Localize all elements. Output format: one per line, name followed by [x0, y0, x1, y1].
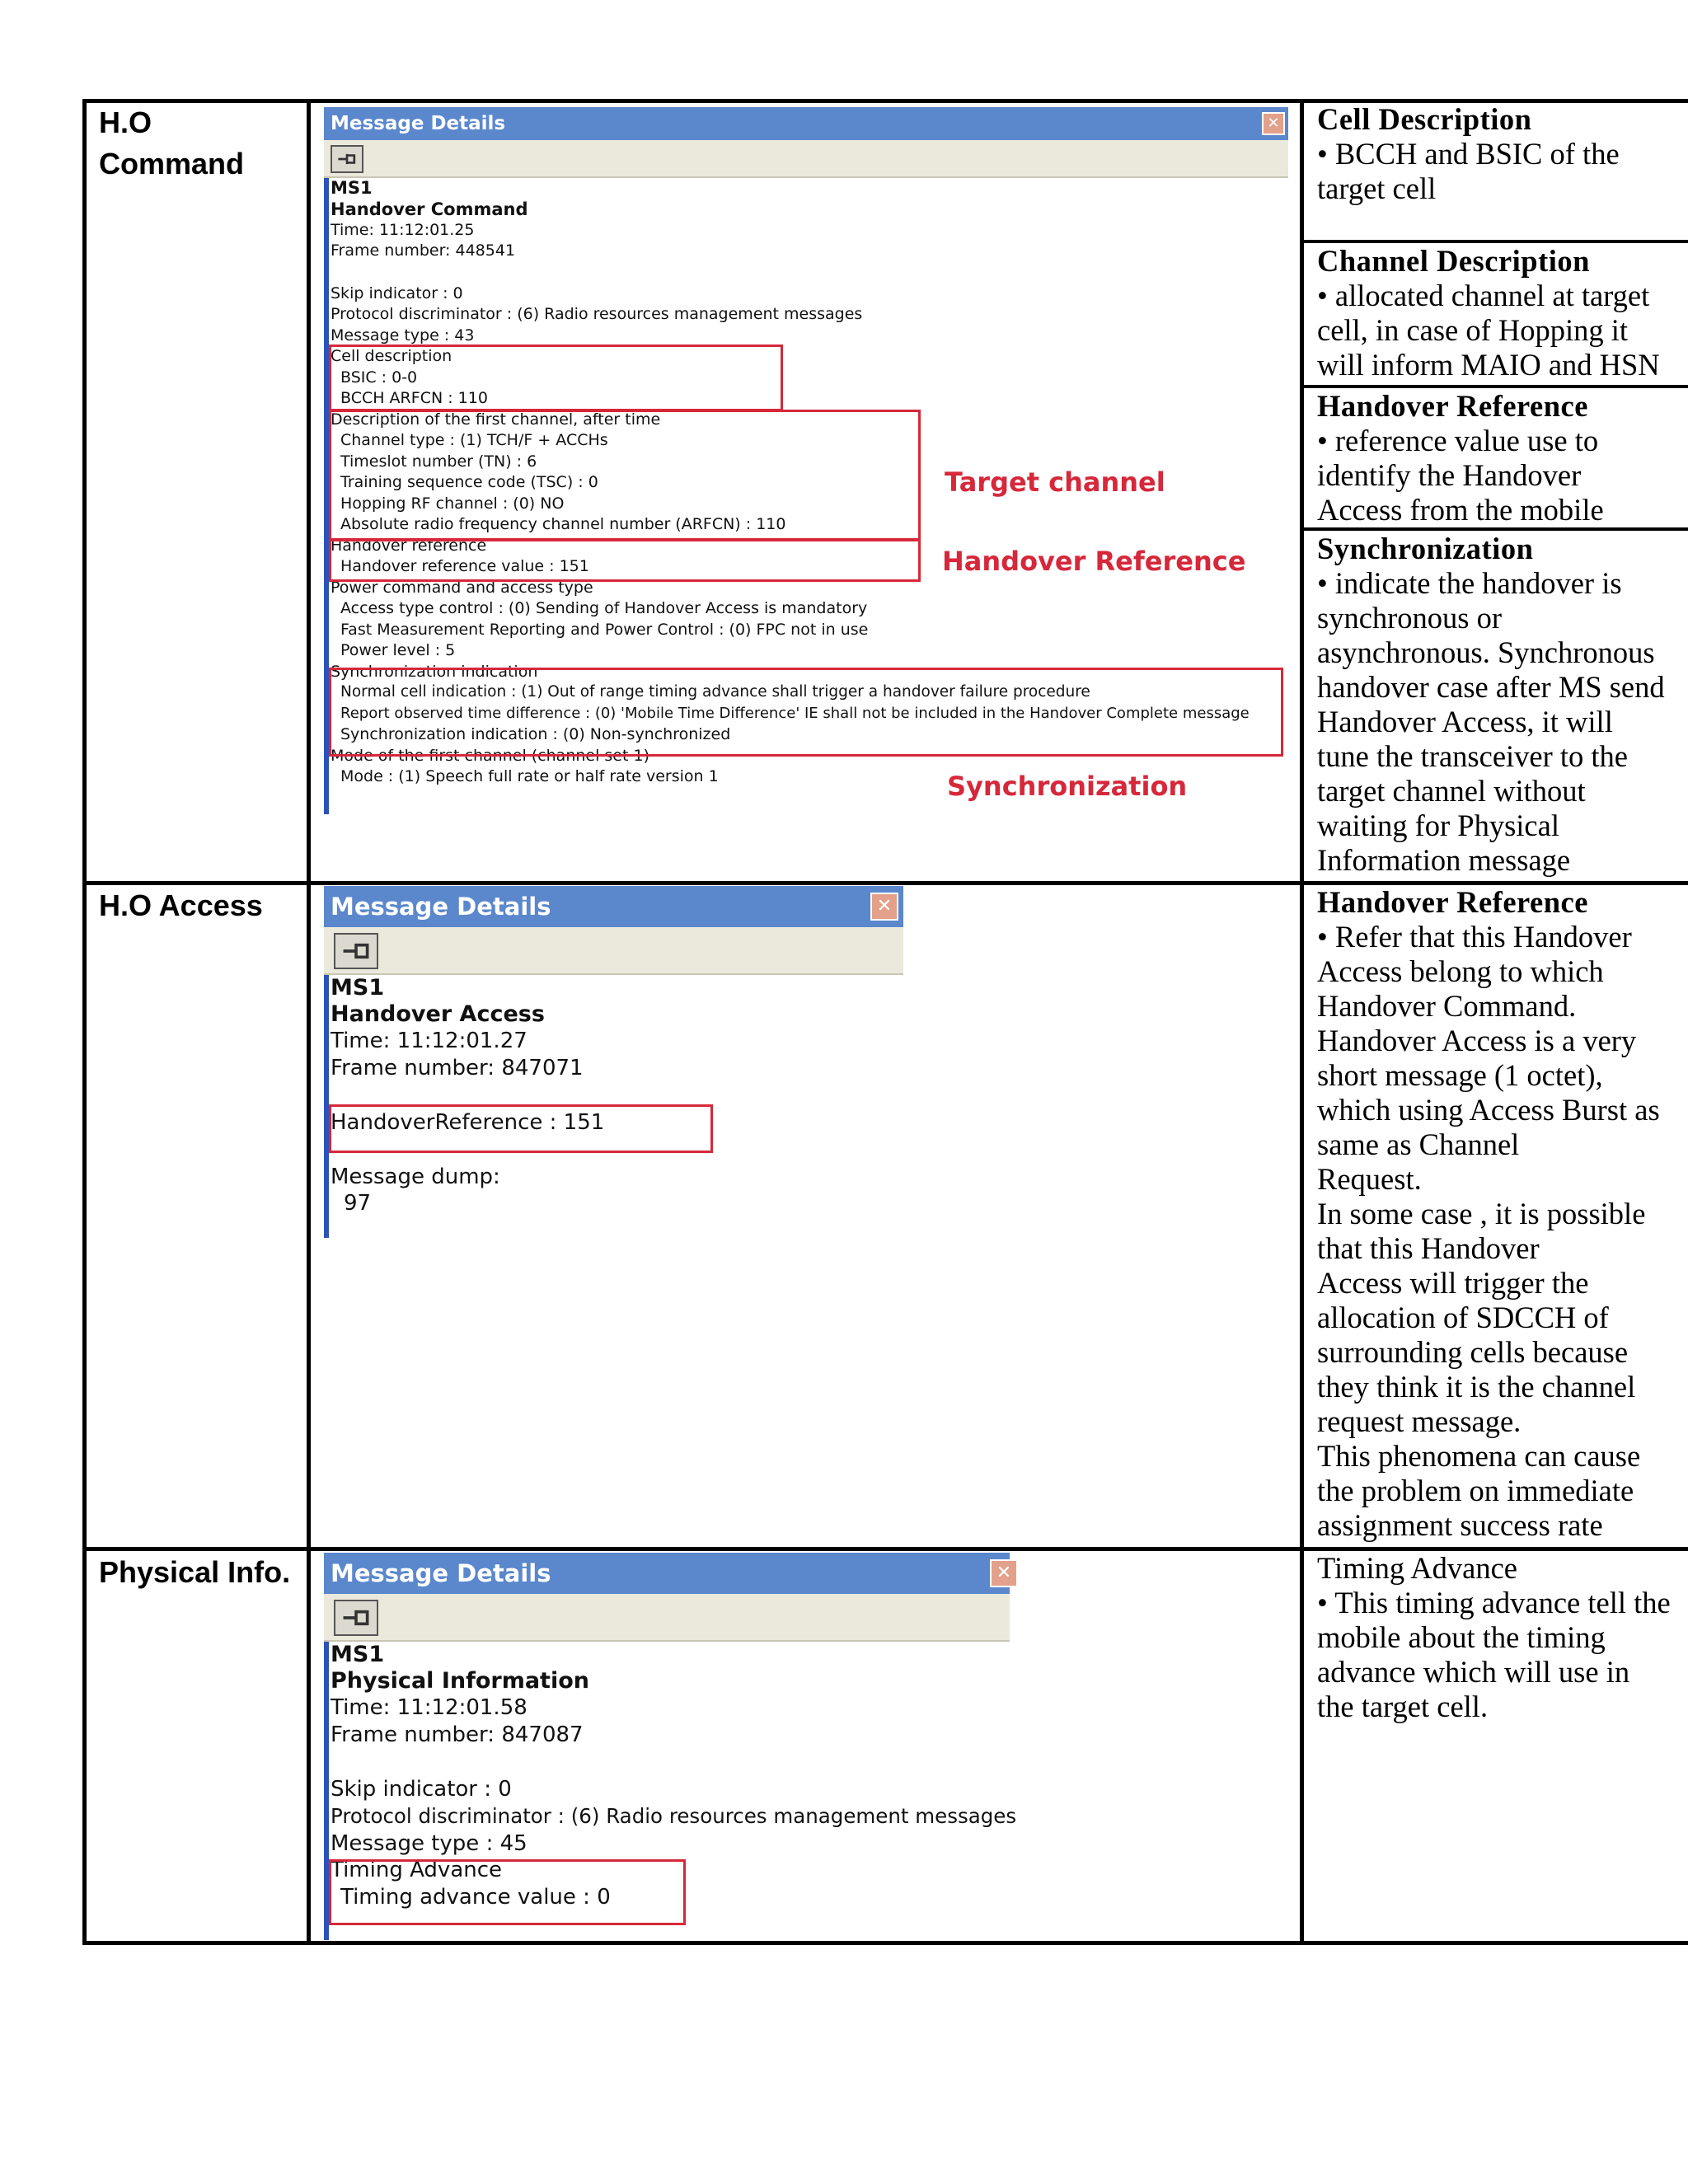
- row-label-ho-access: [99, 885, 263, 926]
- annotation-handover-reference: Handover Reference: [942, 546, 1246, 577]
- pin-icon[interactable]: [331, 145, 363, 173]
- msg-line: Mode : (1) Speech full rate or half rate version 1: [340, 767, 719, 785]
- msg-line: BSIC : 0-0: [340, 368, 418, 387]
- msg-line: Skip indicator : 0: [331, 284, 463, 302]
- msg-line: Normal cell indication : (1) Out of range timing advance shall trigger a handover failure procedure: [340, 683, 1090, 701]
- desc-body: • Refer that this Handover Access belong to which Handover Command. Handover Access is a very short message (1 octet), which using Access Burst as same as Channel Request. In some case , it is possible that this Handover Access will trigger the allocation of SDCCH of surrounding cells because they think it is the channel request message. This phenomena can cause the problem on immediate assignment success rate: [1317, 920, 1660, 1542]
- msg-line: Fast Measurement Reporting and Power Control : (0) FPC not in use: [340, 621, 869, 639]
- table-border-left: [82, 99, 87, 1945]
- msg-line: MS1: [331, 178, 373, 198]
- msg-line: Hopping RF channel : (0) NO: [340, 494, 565, 513]
- msg-line: Cell description: [331, 347, 452, 365]
- window-title: Message Details: [331, 113, 506, 134]
- msg-line: Channel type : (1) TCH/F + ACCHs: [340, 431, 608, 449]
- msg-line: HandoverReference : 151: [331, 1110, 605, 1135]
- window-toolbar: [324, 927, 903, 975]
- msg-line: Handover reference: [331, 537, 487, 555]
- row-label-line: Command: [99, 147, 245, 180]
- close-icon[interactable]: ✕: [990, 1559, 1018, 1587]
- window-title-bar: [324, 886, 903, 927]
- msg-line: Time: 11:12:01.58: [331, 1695, 528, 1720]
- msg-line: Time: 11:12:01.27: [331, 1029, 528, 1053]
- table-border-col1: [307, 99, 311, 1945]
- msg-line: MS1: [331, 1642, 385, 1667]
- msg-line: Timing Advance: [331, 1858, 503, 1882]
- desc-heading: Timing Advance: [1317, 1551, 1518, 1585]
- desc-timing-advance: [1317, 1551, 1685, 1724]
- highlight-handover-reference: [329, 1104, 713, 1153]
- msg-line: Mode of the first channel (channel set 1): [331, 747, 649, 765]
- msg-line: Message type : 45: [331, 1831, 528, 1856]
- msg-line: Power command and access type: [331, 579, 593, 597]
- window-toolbar: [324, 140, 1288, 178]
- msg-line: Report observed time difference : (0) 'Mobile Time Difference' IE shall not be included in the Handover Complete message: [340, 705, 1250, 722]
- desc-heading: Channel Description: [1317, 244, 1590, 278]
- desc-ho-access-reference: [1317, 885, 1685, 1543]
- close-icon[interactable]: ✕: [870, 893, 898, 921]
- highlight-target-channel: [329, 410, 921, 541]
- desc-divider-1: [1300, 240, 1688, 243]
- msg-line: Synchronization indication: [331, 663, 538, 681]
- desc-heading: Synchronization: [1317, 532, 1534, 565]
- msg-line: Handover Access: [331, 1001, 545, 1027]
- msg-line: Frame number: 847087: [331, 1722, 584, 1747]
- message-details-window-physical-info: [324, 1553, 1017, 1940]
- msg-line: Timeslot number (TN) : 6: [340, 452, 537, 471]
- msg-line: Training sequence code (TSC) : 0: [340, 473, 598, 491]
- desc-divider-2: [1300, 385, 1688, 388]
- row-label-physical-info: [99, 1552, 290, 1593]
- window-title-bar: [324, 107, 1288, 140]
- msg-line: Time: 11:12:01.25: [331, 221, 475, 239]
- msg-line: MS1: [331, 975, 385, 1001]
- row-label-ho-command: [99, 102, 244, 185]
- pin-icon[interactable]: [334, 933, 378, 969]
- msg-line: Frame number: 448541: [331, 241, 516, 260]
- desc-body: • BCCH and BSIC of the target cell: [1317, 137, 1620, 205]
- msg-line: Frame number: 847071: [331, 1056, 584, 1080]
- msg-line: Protocol discriminator : (6) Radio resources management messages: [331, 305, 863, 323]
- highlight-timing-advance: [329, 1859, 686, 1925]
- highlight-handover-reference: [329, 539, 921, 582]
- desc-handover-reference: [1317, 389, 1685, 527]
- desc-body: • indicate the handover is synchronous or asynchronous. Synchronous handover case after MS send Handover Access, it will tune the transceiver to the target channel without waiting for Physical Information message: [1317, 566, 1665, 877]
- message-details-window-ho-command: [324, 107, 1288, 814]
- msg-line: Message dump:: [331, 1165, 500, 1189]
- msg-line: Access type control : (0) Sending of Handover Access is mandatory: [340, 599, 868, 617]
- annotation-synchronization: Synchronization: [947, 771, 1188, 802]
- msg-line: Power level : 5: [340, 641, 456, 659]
- row-label-line: H.O Access: [99, 888, 263, 922]
- annotation-target-channel: Target channel: [945, 466, 1165, 498]
- desc-synchronization: [1317, 532, 1685, 878]
- table-border-col2: [1300, 99, 1304, 1945]
- desc-channel-description: [1317, 244, 1685, 382]
- message-details-window-ho-access: [324, 886, 903, 1238]
- close-icon[interactable]: ✕: [1262, 112, 1285, 135]
- msg-line: Absolute radio frequency channel number (ARFCN) : 110: [340, 515, 786, 533]
- desc-body: • allocated channel at target cell, in case of Hopping it will inform MAIO and HSN: [1317, 279, 1660, 382]
- msg-line: Synchronization indication : (0) Non-synchronized: [340, 725, 731, 743]
- desc-heading: Cell Description: [1317, 102, 1532, 136]
- table-border-bottom: [82, 1941, 1688, 1945]
- row-label-line: Physical Info.: [99, 1555, 291, 1589]
- desc-body: • reference value use to identify the Handover Access from the mobile: [1317, 424, 1604, 527]
- pin-icon[interactable]: [334, 1600, 378, 1636]
- desc-heading: Handover Reference: [1317, 389, 1588, 423]
- desc-divider-3: [1300, 527, 1688, 531]
- window-toolbar: [324, 1594, 1010, 1642]
- msg-line: Skip indicator : 0: [331, 1777, 512, 1802]
- msg-line: Protocol discriminator : (6) Radio resources management messages: [331, 1804, 1017, 1828]
- desc-body: • This timing advance tell the mobile about the timing advance which will use in the target cell.: [1317, 1586, 1671, 1723]
- msg-line: BCCH ARFCN : 110: [340, 389, 488, 407]
- msg-line: Handover reference value : 151: [340, 557, 589, 575]
- window-title-bar: [324, 1553, 1010, 1594]
- msg-line: Physical Information: [331, 1668, 589, 1694]
- highlight-cell-description: [329, 344, 783, 411]
- desc-cell-description: [1317, 102, 1685, 206]
- msg-line: Description of the first channel, after time: [331, 410, 661, 429]
- msg-line: 97: [344, 1191, 372, 1216]
- window-title: Message Details: [331, 893, 551, 921]
- highlight-synchronization: [329, 668, 1283, 757]
- row-label-line: H.O: [99, 105, 152, 139]
- msg-line: Message type : 43: [331, 326, 475, 344]
- window-title: Message Details: [331, 1559, 551, 1587]
- msg-line: Timing advance value : 0: [340, 1885, 611, 1910]
- msg-line: Handover Command: [331, 199, 528, 219]
- desc-heading: Handover Reference: [1317, 885, 1588, 919]
